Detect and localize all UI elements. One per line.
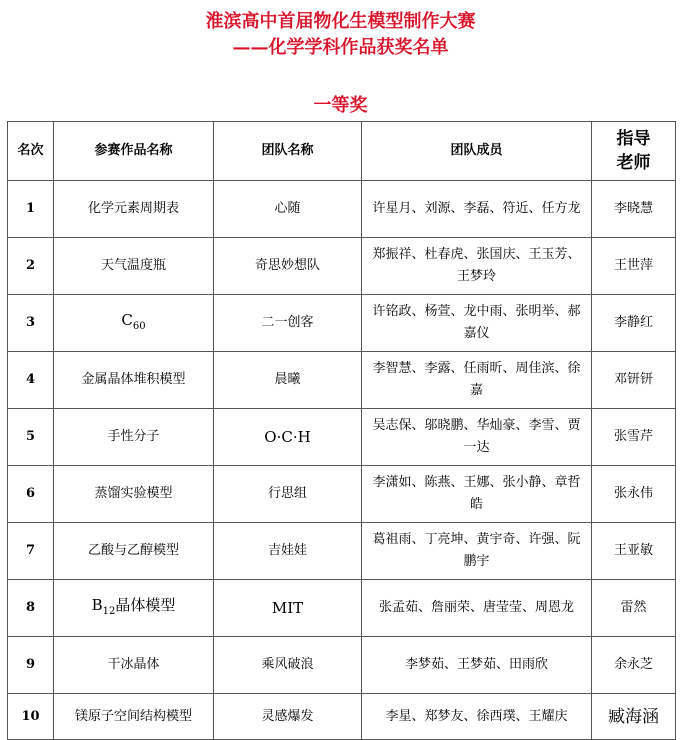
table-row (8, 637, 676, 694)
cell-members: 李星、郑梦友、徐西璞、王耀庆 (362, 694, 592, 740)
cell-members: 李智慧、李露、任雨昕、周佳滨、徐嘉 (362, 352, 592, 409)
document-subtitle: ——化学学科作品获奖名单 (232, 37, 449, 58)
cell-team: 灵感爆发 (214, 694, 362, 740)
cell-team: 心随 (214, 181, 362, 238)
cell-members: 许铭政、杨萱、龙中雨、张明举、郝嘉仪 (362, 295, 592, 352)
cell-teacher: 李静红 (592, 295, 676, 352)
cell-team: 吉娃娃 (214, 523, 362, 580)
cell-teacher: 臧海涵 (592, 694, 676, 740)
table-row (8, 523, 676, 580)
cell-rank: 4 (8, 352, 54, 409)
header-work: 参赛作品名称 (54, 122, 214, 181)
cell-teacher: 邓钘钘 (592, 352, 676, 409)
cell-team: 二一创客 (214, 295, 362, 352)
cell-members: 吴志保、邬晓鹏、华灿豪、李雪、贾一达 (362, 409, 592, 466)
cell-team: MIT (214, 580, 362, 637)
cell-teacher: 余永芝 (592, 637, 676, 694)
cell-team: 晨曦 (214, 352, 362, 409)
cell-teacher: 张永伟 (592, 466, 676, 523)
table-row (8, 694, 676, 740)
cell-work: 化学元素周期表 (54, 181, 214, 238)
cell-work: 乙酸与乙醇模型 (54, 523, 214, 580)
table-row (8, 409, 676, 466)
cell-work: 镁原子空间结构模型 (54, 694, 214, 740)
table-row (8, 238, 676, 295)
cell-rank: 7 (8, 523, 54, 580)
table-row (8, 181, 676, 238)
formula-subscript: 12 (102, 605, 116, 617)
table-row (8, 295, 676, 352)
award-table (7, 121, 676, 740)
cell-team: O·C·H (214, 409, 362, 466)
cell-rank: 10 (8, 694, 54, 740)
cell-members: 葛祖雨、丁亮坤、黄宇奇、许强、阮鹏宇 (362, 523, 592, 580)
table-row (8, 466, 676, 523)
cell-work (54, 295, 214, 352)
cell-teacher: 王亚敏 (592, 523, 676, 580)
cell-team: 奇思妙想队 (214, 238, 362, 295)
cell-members: 张孟茹、詹丽荣、唐莹莹、周恩龙 (362, 580, 592, 637)
work-suffix: 晶体模型 (115, 595, 176, 614)
cell-members: 李潇如、陈燕、王娜、张小静、章哲皓 (362, 466, 592, 523)
cell-rank: 2 (8, 238, 54, 295)
cell-work: 干冰晶体 (54, 637, 214, 694)
cell-teacher: 王世萍 (592, 238, 676, 295)
document-title: 淮滨高中首届物化生模型制作大赛 (205, 11, 476, 32)
cell-members: 郑振祥、杜春虎、张国庆、王玉芳、王梦玲 (362, 238, 592, 295)
cell-members: 李梦茹、王梦茹、田雨欣 (362, 637, 592, 694)
cell-work: 天气温度瓶 (54, 238, 214, 295)
award-level-heading: 一等奖 (313, 95, 368, 116)
cell-team: 行思组 (214, 466, 362, 523)
header-rank: 名次 (8, 122, 54, 181)
cell-rank: 8 (8, 580, 54, 637)
header-team: 团队名称 (214, 122, 362, 181)
cell-teacher: 李晓慧 (592, 181, 676, 238)
formula-main: B (91, 595, 103, 614)
header-teacher (592, 122, 676, 181)
cell-team: 乘风破浪 (214, 637, 362, 694)
cell-rank: 3 (8, 295, 54, 352)
cell-members: 许星月、刘源、李磊、符近、任方龙 (362, 181, 592, 238)
header-members: 团队成员 (362, 122, 592, 181)
cell-rank: 1 (8, 181, 54, 238)
formula-subscript: 60 (132, 320, 146, 332)
cell-work (54, 580, 214, 637)
header-teacher-line2: 老师 (616, 153, 651, 173)
cell-rank: 5 (8, 409, 54, 466)
cell-work: 金属晶体堆积模型 (54, 352, 214, 409)
table-header-row (8, 122, 676, 181)
header-teacher-line1: 指导 (616, 129, 651, 149)
table-row (8, 352, 676, 409)
cell-rank: 6 (8, 466, 54, 523)
cell-rank: 9 (8, 637, 54, 694)
table-row (8, 580, 676, 637)
formula-main: C (121, 310, 133, 329)
cell-teacher: 雷然 (592, 580, 676, 637)
cell-work: 蒸馏实验模型 (54, 466, 214, 523)
cell-work: 手性分子 (54, 409, 214, 466)
cell-teacher: 张雪芹 (592, 409, 676, 466)
